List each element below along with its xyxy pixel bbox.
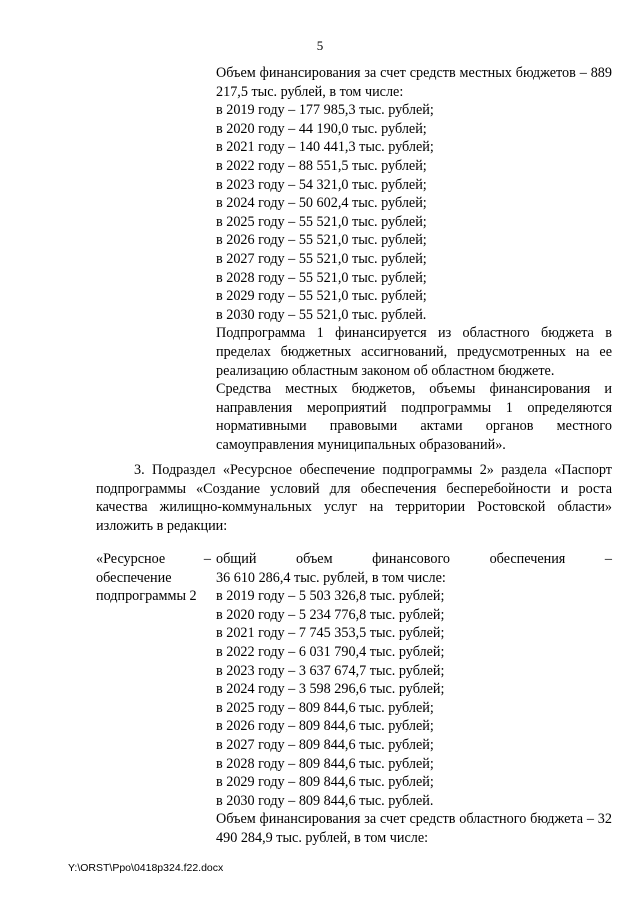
resource-label-line1: «Ресурсное [96,551,166,567]
local-budget-financing-block [216,64,612,454]
year-line: в 2026 году – 809 844,6 тыс. рублей; [216,718,434,735]
year-line: в 2026 году – 55 521,0 тыс. рублей; [216,232,427,249]
year-line: в 2023 году – 54 321,0 тыс. рублей; [216,176,427,193]
year-line: в 2021 году – 140 441,3 тыс. рублей; [216,139,434,156]
year-line: в 2019 году – 5 503 326,8 тыс. рублей; [216,588,445,605]
year-line: в 2025 году – 809 844,6 тыс. рублей; [216,699,434,716]
year-line: в 2029 году – 809 844,6 тыс. рублей; [216,774,434,791]
subprogram1-funding-paragraph: Подпрограмма 1 финансируется из областного бюджета в пределах бюджетных ассигнований, предусмотренных на ее реализацию областным законом об областном бюджете. [216,325,612,379]
year-line: в 2024 году – 50 602,4 тыс. рублей; [216,195,427,212]
page-number: 5 [316,38,324,53]
year-line: в 2029 году – 55 521,0 тыс. рублей; [216,288,427,305]
total-financing-line: общий объем финансового обеспечения – [216,551,612,567]
resource-label-dash: – [203,551,211,567]
year-line: в 2022 году – 88 551,5 тыс. рублей; [216,157,427,174]
local-budget-paragraph: Средства местных бюджетов, объемы финансирования и направления мероприятий подпрограммы 1 определяются нормативными правовыми актами органов местного самоуправления муниципальных образований». [216,381,612,453]
year-line: в 2023 году – 3 637 674,7 тыс. рублей; [216,662,445,679]
year-line: в 2021 году – 7 745 353,5 тыс. рублей; [216,625,445,642]
year-line: в 2030 году – 55 521,0 тыс. рублей. [216,306,427,323]
resource-label-row [96,550,211,569]
year-line: в 2019 году – 177 985,3 тыс. рублей; [216,102,434,119]
resource-label [96,550,211,606]
year-line: в 2027 году – 55 521,0 тыс. рублей; [216,250,427,267]
subprogram2-financing-block [216,550,612,848]
regional-budget-paragraph: Объем финансирования за счет средств областного бюджета – 32 490 284,9 тыс. рублей, в том числе: [216,811,612,846]
year-line: в 2027 году – 809 844,6 тыс. рублей; [216,736,434,753]
file-path-footer: Y:\ORST\Ppo\0418p324.f22.docx [68,862,224,874]
resource-label-line3: подпрограммы 2 [96,588,197,605]
year-line: в 2022 году – 6 031 790,4 тыс. рублей; [216,643,445,660]
year-line: в 2025 году – 55 521,0 тыс. рублей; [216,213,427,230]
year-line: в 2020 году – 5 234 776,8 тыс. рублей; [216,606,445,623]
section-3-paragraph: 3. Подраздел «Ресурсное обеспечение подпрограммы 2» раздела «Паспорт подпрограммы «Создание условий для обеспечения бесперебойности и роста качества жилищно-коммунальных услуг на территории Ростовской области» изложить в редакции: [96,462,612,534]
year-line: в 2028 году – 809 844,6 тыс. рублей; [216,755,434,772]
year-line: в 2028 году – 55 521,0 тыс. рублей; [216,269,427,286]
year-line: в 2020 году – 44 190,0 тыс. рублей; [216,120,427,137]
year-line: в 2030 году – 809 844,6 тыс. рублей. [216,792,434,809]
year-line: в 2024 году – 3 598 296,6 тыс. рублей; [216,681,445,698]
resource-label-line2: обеспечение [96,569,172,586]
local-budget-intro: Объем финансирования за счет средств местных бюджетов – 889 217,5 тыс. рублей, в том числе: [216,65,612,100]
total-financing-amount: 36 610 286,4 тыс. рублей, в том числе: [216,569,446,586]
